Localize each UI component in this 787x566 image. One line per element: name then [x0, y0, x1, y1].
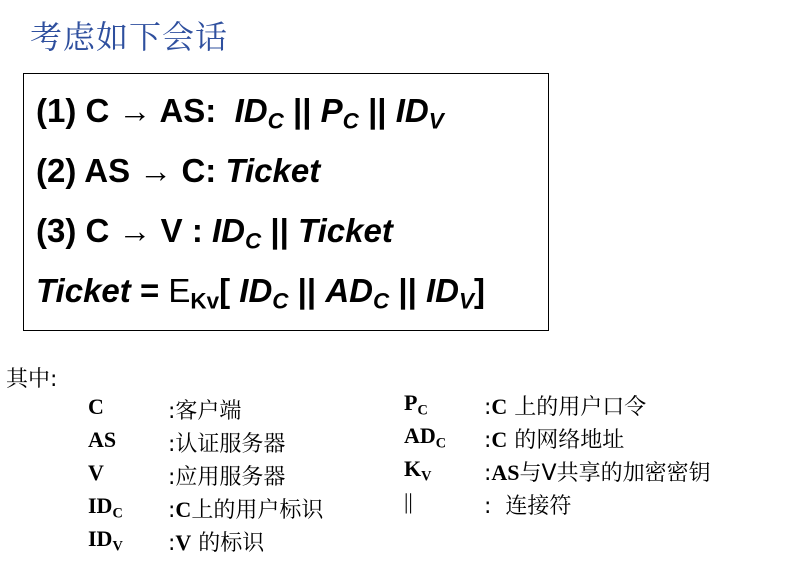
def-symbol-p-c: $P_C$	[404, 390, 428, 419]
protocol-step-2	[36, 152, 320, 190]
id-c-term: ID	[212, 212, 246, 249]
step-1-prefix: (1) C → AS:	[36, 92, 217, 129]
def-symbol-id-c: $ID_C$	[88, 493, 123, 522]
encrypt-function: E	[168, 272, 191, 309]
step-2-prefix: (2) AS → C:	[36, 152, 217, 189]
c-subscript: C	[267, 108, 284, 134]
c-subscript: C	[372, 288, 390, 314]
protocol-step-1	[36, 92, 444, 134]
concat-operator: ||	[398, 272, 417, 309]
c-subscript: C	[272, 288, 289, 314]
def-desc-id-v: :V 的标识	[168, 530, 265, 556]
def-desc-p-c: :C 上的用户口令	[484, 394, 647, 420]
concat-operator: ||	[293, 92, 312, 129]
ticket-term: Ticket	[298, 212, 393, 249]
def-desc-v: :应用服务器	[168, 465, 286, 490]
concat-operator: ||	[368, 92, 387, 129]
equals-sign: =	[139, 272, 160, 309]
ticket-term: Ticket	[225, 152, 321, 189]
protocol-box	[23, 73, 549, 331]
def-desc-ad-c: :C 的网络地址	[484, 427, 625, 453]
v-subscript: V	[459, 288, 474, 314]
def-desc-c: :客户端	[168, 399, 242, 424]
def-symbol-as: AS	[88, 427, 117, 452]
close-bracket: ]	[473, 272, 485, 309]
def-symbol-k-v: $K_V$	[404, 456, 432, 485]
where-label: 其中:	[6, 367, 58, 392]
ticket-term: Ticket	[36, 272, 131, 309]
c-subscript: C	[342, 108, 359, 134]
id-c-term: ID	[239, 272, 273, 309]
def-symbol-v: V	[88, 460, 104, 485]
p-c-term: P	[320, 92, 343, 129]
ad-c-term: AD	[325, 272, 373, 309]
c-subscript: C	[245, 228, 262, 254]
id-c-term: ID	[234, 92, 268, 129]
concat-operator: ||	[297, 272, 317, 309]
page-title: 考虑如下会话	[30, 18, 229, 56]
id-v-term: ID	[426, 272, 460, 309]
id-v-term: ID	[395, 92, 429, 129]
kv-subscript: Kv	[190, 288, 220, 314]
v-subscript: V	[428, 108, 444, 134]
def-symbol-id-v: $ID_V$	[88, 526, 123, 555]
def-symbol-c: C	[88, 394, 104, 419]
def-desc-id-c: :C上的用户标识	[168, 497, 324, 523]
concat-operator: ||	[270, 212, 289, 249]
def-desc-k-v: :AS与V共享的加密密钥	[484, 460, 711, 486]
def-symbol-ad-c: $AD_C$	[404, 423, 447, 452]
def-desc-as: :认证服务器	[168, 432, 286, 457]
def-desc-concat: : 连接符	[484, 494, 572, 519]
open-bracket: [	[219, 272, 231, 309]
ticket-definition	[36, 272, 485, 314]
protocol-step-3	[36, 212, 393, 254]
def-symbol-concat: ||	[404, 489, 413, 514]
step-3-prefix: (3) C → V :	[36, 212, 203, 249]
